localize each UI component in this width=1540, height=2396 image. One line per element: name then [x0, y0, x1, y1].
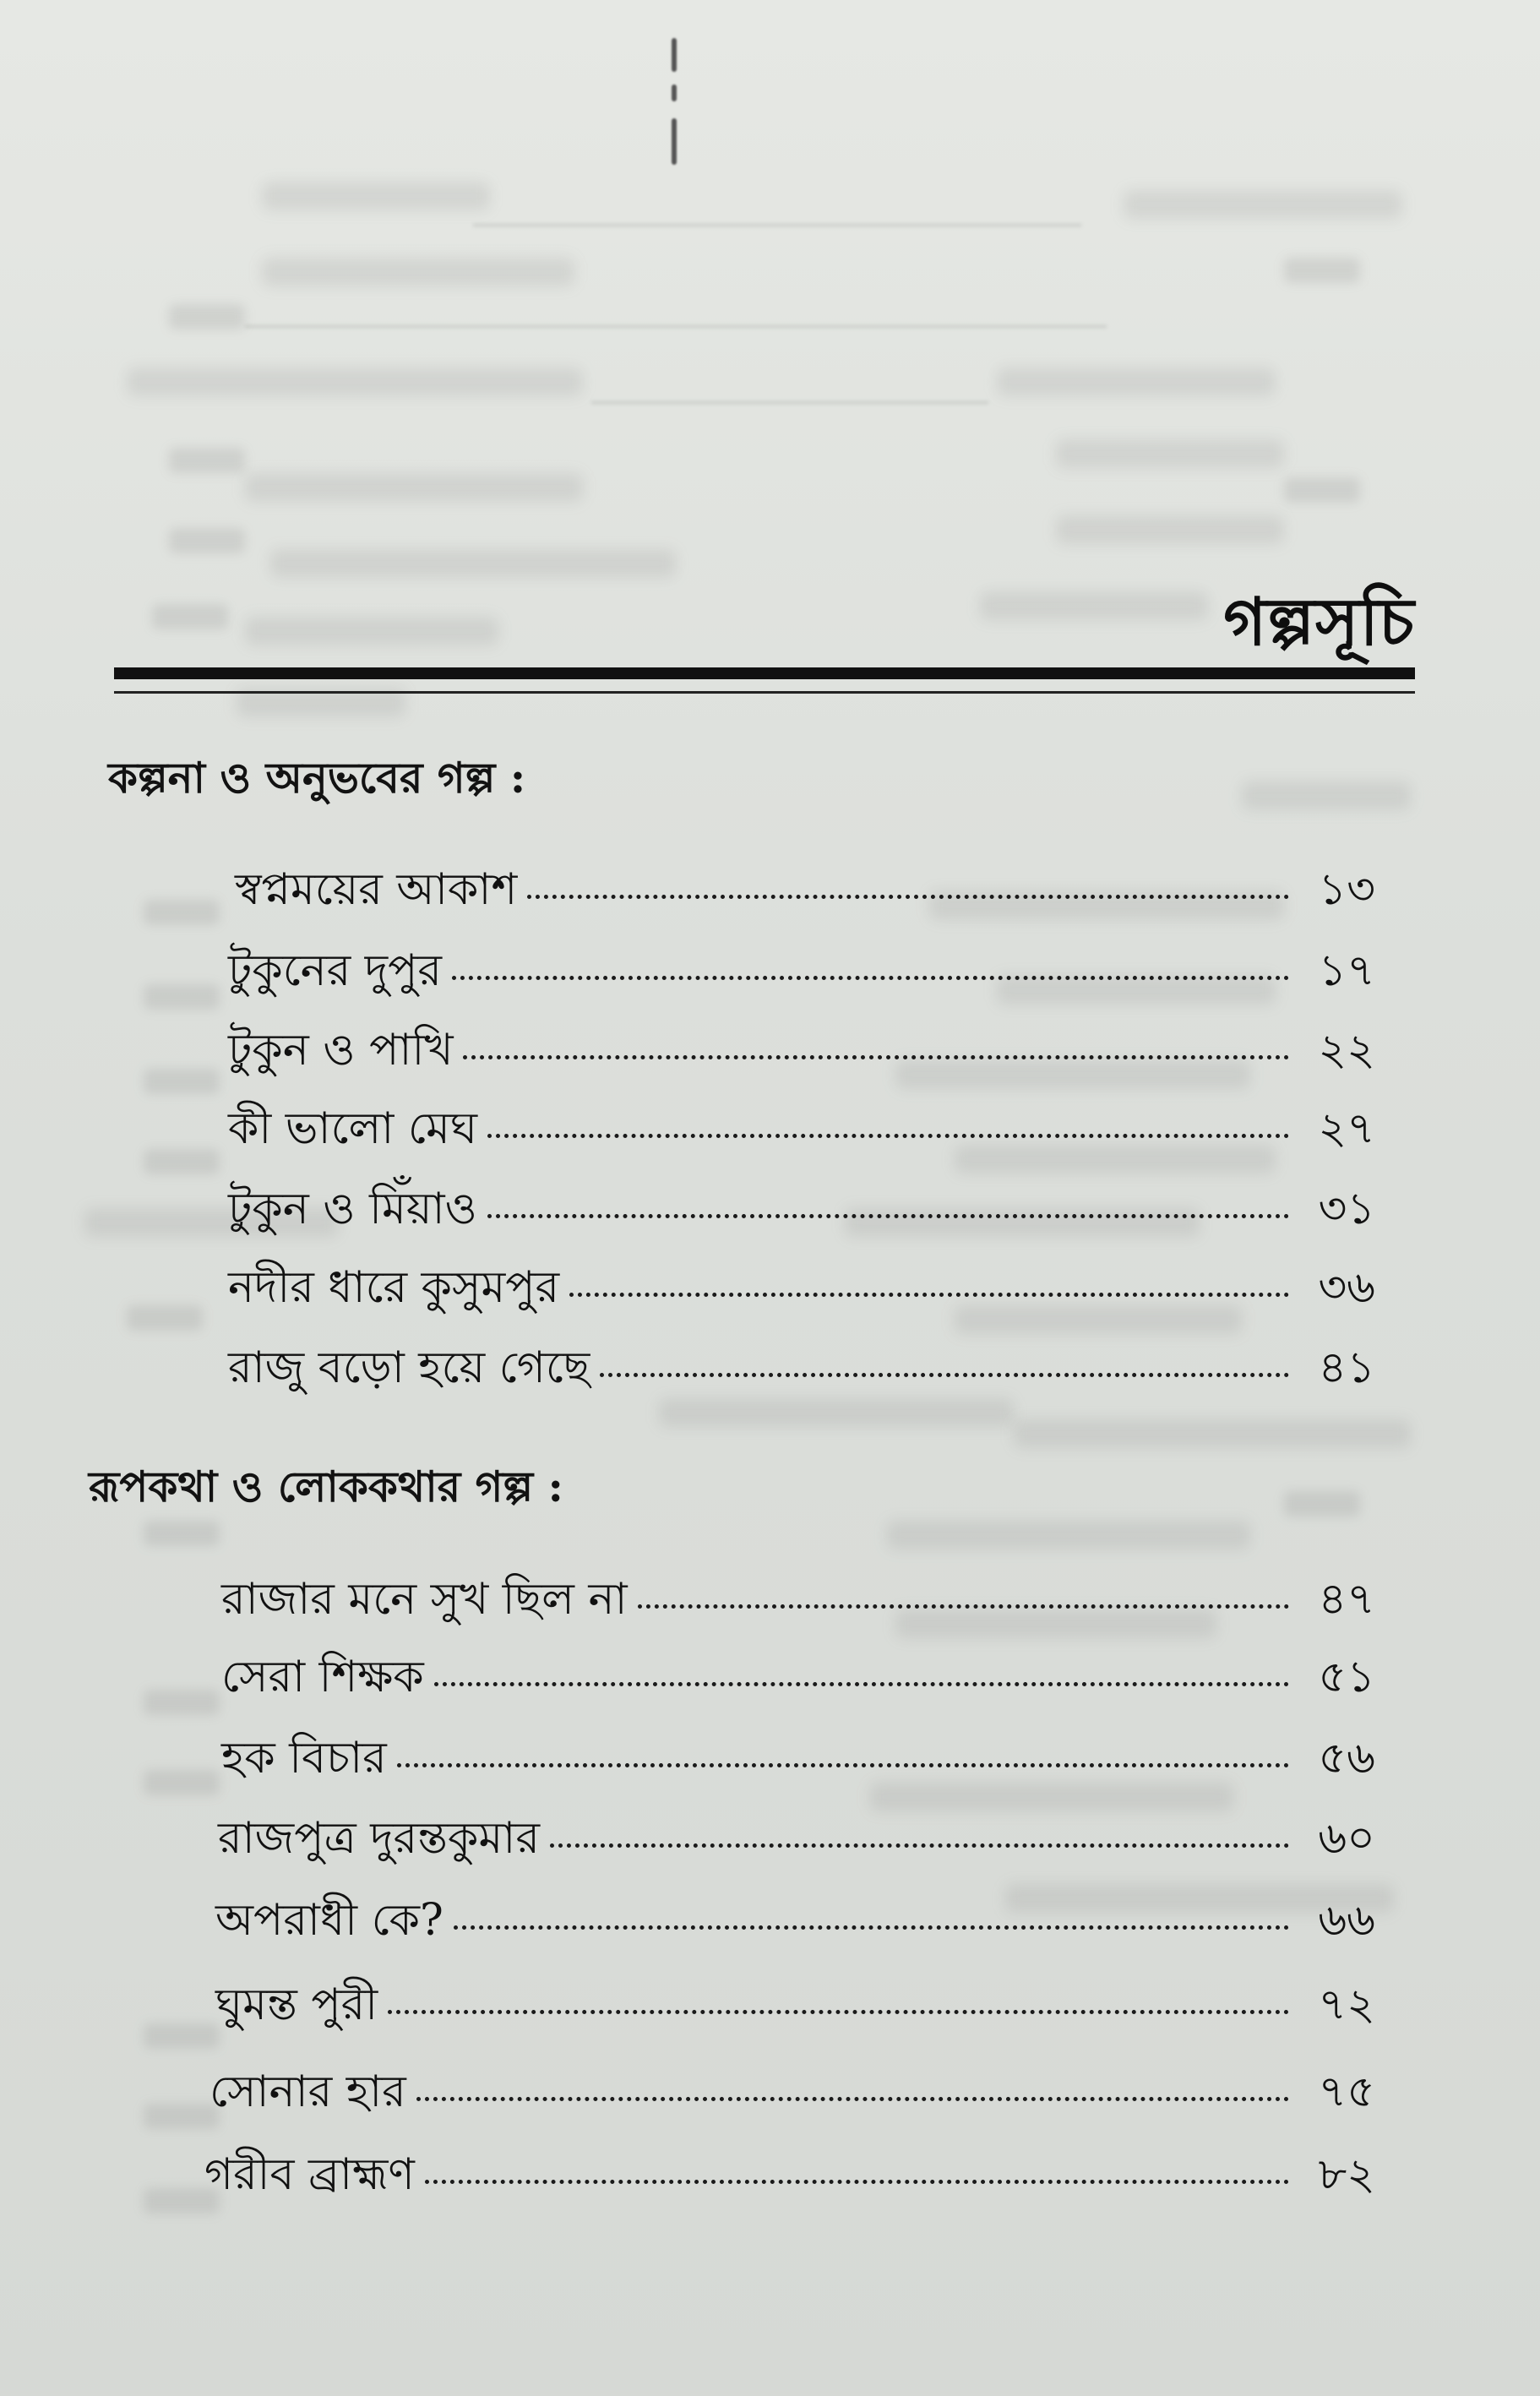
ghost-text: [1056, 439, 1284, 468]
toc-leader-dots: [600, 1373, 1289, 1377]
ghost-number: [144, 1770, 220, 1795]
ghost-number: [144, 900, 220, 925]
ghost-number: [144, 984, 220, 1010]
toc-entry[interactable]: [228, 1094, 1375, 1162]
toc-entry-title: ঘুমন্ত পুরী: [215, 1979, 378, 2030]
ghost-number: [1284, 477, 1360, 503]
toc-leader-dots: [638, 1604, 1289, 1609]
toc-entry-page: ৭৫: [1318, 2067, 1375, 2117]
toc-entry[interactable]: [228, 1174, 1375, 1242]
toc-entry-page: ২২: [1318, 1025, 1375, 1075]
ghost-dotted-line: [245, 325, 1107, 328]
toc-entry[interactable]: [228, 936, 1375, 1004]
toc-entry[interactable]: [215, 1970, 1375, 2038]
toc-entry[interactable]: [218, 1804, 1375, 1871]
toc-entry[interactable]: [221, 1565, 1375, 1632]
ghost-number: [152, 604, 228, 629]
toc-leader-dots: [388, 2010, 1289, 2014]
toc-entry-title: কী ভালো মেঘ: [228, 1103, 477, 1154]
ghost-text: [270, 549, 676, 578]
toc-leader-dots: [425, 2180, 1289, 2184]
toc-leader-dots: [550, 1843, 1289, 1848]
toc-entry[interactable]: [210, 2057, 1375, 2125]
toc-entry-title: গরীব ব্রাহ্মণ: [204, 2149, 415, 2200]
ghost-number: [127, 1305, 203, 1331]
toc-entry-page: ৩১: [1318, 1184, 1375, 1234]
toc-entry-page: ৩৬: [1318, 1262, 1375, 1313]
ink-mark-stroke: [672, 118, 677, 165]
toc-entry-page: ৪৭: [1318, 1574, 1375, 1625]
toc-entry[interactable]: [221, 1642, 1375, 1710]
ghost-number: [169, 304, 245, 329]
ghost-text: [1056, 515, 1284, 544]
ghost-number: [144, 1690, 220, 1715]
ghost-text: [1124, 190, 1402, 219]
ghost-number: [169, 528, 245, 553]
toc-entry[interactable]: [215, 1886, 1375, 1953]
ghost-number: [144, 1069, 220, 1094]
ghost-number: [169, 448, 245, 473]
toc-entry-page: ২৭: [1318, 1103, 1375, 1154]
toc-entry-title: স্বপ্নময়ের আকাশ: [235, 864, 518, 915]
toc-entry-page: ৫৬: [1318, 1733, 1375, 1783]
toc-entry[interactable]: [221, 1723, 1375, 1791]
ghost-text: [887, 1521, 1250, 1549]
toc-entry-page: ৪১: [1318, 1342, 1375, 1393]
toc-entry-title: টুকুনের দুপুর: [228, 945, 442, 996]
toc-leader-dots: [454, 1925, 1289, 1930]
toc-entry-page: ৮২: [1318, 2149, 1375, 2200]
toc-entry-page: ১৩: [1318, 864, 1375, 915]
toc-entry-title: রাজার মনে সুখ ছিল না: [221, 1574, 628, 1625]
ghost-text: [262, 182, 490, 210]
toc-entry[interactable]: [235, 855, 1375, 923]
ghost-text: [127, 368, 583, 396]
toc-entry-page: ৬০: [1318, 1813, 1375, 1864]
toc-leader-dots: [487, 1214, 1289, 1218]
toc-leader-dots: [527, 895, 1289, 899]
toc-entry-page: ৭২: [1318, 1979, 1375, 2030]
page-title: গল্পসূচি: [1223, 584, 1415, 661]
toc-entry-title: টুকুন ও মিঁয়াও: [228, 1184, 477, 1234]
ink-mark-stroke: [672, 38, 677, 72]
ghost-text: [1242, 781, 1411, 810]
toc-entry-title: নদীর ধারে কুসুমপুর: [228, 1262, 560, 1313]
toc-entry-title: সোনার হার: [210, 2067, 406, 2117]
ghost-text: [245, 473, 583, 502]
ink-mark: [672, 38, 677, 165]
section-heading: কল্পনা ও অনুভবের গল্প :: [108, 753, 526, 803]
toc-leader-dots: [569, 1293, 1289, 1297]
toc-entry[interactable]: [228, 1253, 1375, 1321]
toc-leader-dots: [397, 1763, 1289, 1767]
toc-entry-title: রাজু বড়ো হয়ে গেছে: [228, 1342, 590, 1393]
toc-entry[interactable]: [204, 2140, 1375, 2208]
toc-entry-title: সেরা শিক্ষক: [221, 1652, 424, 1702]
ghost-number: [1284, 1491, 1360, 1517]
section-heading: রূপকথা ও লোককথার গল্প :: [89, 1462, 563, 1511]
toc-leader-dots: [452, 976, 1289, 980]
toc-entry-title: রাজপুত্র দুরন্তকুমার: [218, 1813, 540, 1864]
toc-leader-dots: [434, 1682, 1289, 1686]
ghost-text: [1014, 1419, 1411, 1448]
ghost-text: [980, 591, 1208, 620]
ghost-text: [262, 258, 574, 286]
toc-entry-page: ৫১: [1318, 1652, 1375, 1702]
ghost-number: [144, 1149, 220, 1174]
toc-entry[interactable]: [228, 1016, 1375, 1083]
toc-entry-page: ৬৬: [1318, 1895, 1375, 1946]
toc-entry-page: ১৭: [1318, 945, 1375, 996]
title-rule-thin: [114, 691, 1415, 694]
ghost-text: [659, 1398, 1014, 1427]
toc-leader-dots: [416, 2097, 1289, 2101]
ghost-text: [997, 368, 1276, 396]
ghost-text: [245, 617, 498, 645]
toc-entry-title: অপরাধী কে?: [215, 1895, 443, 1946]
toc-leader-dots: [487, 1134, 1289, 1138]
ink-mark-stroke: [672, 84, 677, 101]
ghost-dotted-line: [473, 224, 1081, 226]
title-rule-thick: [114, 667, 1415, 679]
ghost-number: [144, 2023, 220, 2049]
toc-entry-title: টুকুন ও পাখি: [228, 1025, 454, 1075]
ghost-number: [144, 2104, 220, 2129]
ghost-dotted-line: [591, 401, 988, 404]
ghost-number: [1284, 258, 1360, 283]
toc-entry[interactable]: [228, 1333, 1375, 1401]
toc-leader-dots: [463, 1055, 1289, 1059]
toc-entry-title: হক বিচার: [221, 1733, 387, 1783]
